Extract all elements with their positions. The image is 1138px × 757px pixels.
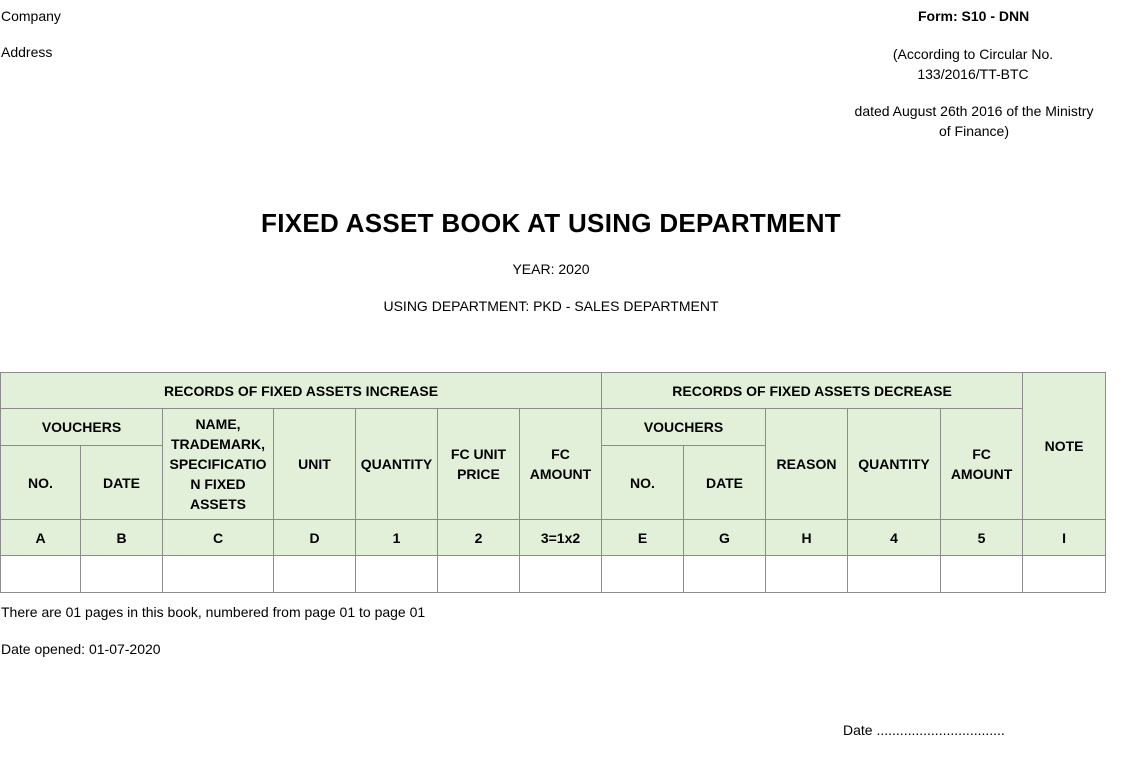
table-cell[interactable] — [274, 556, 356, 593]
quantity-increase-header: QUANTITY — [356, 409, 438, 520]
fc-amount-increase-header: FC AMOUNT — [520, 409, 602, 520]
table-cell[interactable] — [848, 556, 941, 593]
code-cell: 2 — [438, 520, 520, 556]
table-cell[interactable] — [81, 556, 163, 593]
quantity-decrease-header: QUANTITY — [848, 409, 941, 520]
table-cell[interactable] — [602, 556, 684, 593]
fc-amount-decrease-header: FC AMOUNT — [941, 409, 1023, 520]
note-header: NOTE — [1023, 373, 1106, 520]
address-label: Address — [1, 44, 53, 60]
code-cell: E — [602, 520, 684, 556]
circular-reference: (According to Circular No. 133/2016/TT-BTC — [892, 46, 1054, 82]
table-cell[interactable] — [1023, 556, 1106, 593]
book-year: YEAR: 2020 — [512, 261, 590, 277]
code-cell: 4 — [848, 520, 941, 556]
fixed-asset-table — [0, 372, 1106, 593]
table-cell[interactable] — [941, 556, 1023, 593]
vouchers-decrease-header: VOUCHERS — [602, 409, 766, 446]
date-opened: Date opened: 01-07-2020 — [1, 641, 161, 657]
table-cell[interactable] — [163, 556, 274, 593]
code-cell: 3=1x2 — [520, 520, 602, 556]
table-cell[interactable] — [684, 556, 766, 593]
pages-statement: There are 01 pages in this book, numbered from page 01 to page 01 — [1, 604, 426, 620]
company-label: Company — [1, 8, 61, 24]
using-department: USING DEPARTMENT: PKD - SALES DEPARTMENT — [383, 298, 719, 314]
vouchers-increase-header: VOUCHERS — [1, 409, 163, 446]
code-cell: A — [1, 520, 81, 556]
reason-header: REASON — [766, 409, 848, 520]
code-cell: G — [684, 520, 766, 556]
increase-group-header: RECORDS OF FIXED ASSETS INCREASE — [1, 373, 602, 409]
code-cell: I — [1023, 520, 1106, 556]
no-decrease-header: NO. — [602, 446, 684, 520]
date-increase-header: DATE — [81, 446, 163, 520]
fc-unit-price-header: FC UNIT PRICE — [438, 409, 520, 520]
table-cell[interactable] — [1, 556, 81, 593]
page-title: FIXED ASSET BOOK AT USING DEPARTMENT — [261, 208, 841, 238]
circular-date: dated August 26th 2016 of the Ministry of Finance) — [854, 103, 1094, 139]
unit-header: UNIT — [274, 409, 356, 520]
code-cell: 1 — [356, 520, 438, 556]
asset-name-header: NAME, TRADEMARK, SPECIFICATIO N FIXED ASSETS — [163, 409, 274, 520]
code-cell: C — [163, 520, 274, 556]
code-cell: H — [766, 520, 848, 556]
code-cell: B — [81, 520, 163, 556]
decrease-group-header: RECORDS OF FIXED ASSETS DECREASE — [602, 373, 1023, 409]
no-increase-header: NO. — [1, 446, 81, 520]
date-decrease-header: DATE — [684, 446, 766, 520]
form-code: Form: S10 - DNN — [918, 8, 1030, 24]
code-cell: D — [274, 520, 356, 556]
table-cell[interactable] — [766, 556, 848, 593]
signature-date: Date ................................. — [843, 722, 1005, 738]
code-cell: 5 — [941, 520, 1023, 556]
table-cell[interactable] — [520, 556, 602, 593]
table-row — [1, 556, 1106, 593]
table-cell[interactable] — [438, 556, 520, 593]
table-cell[interactable] — [356, 556, 438, 593]
